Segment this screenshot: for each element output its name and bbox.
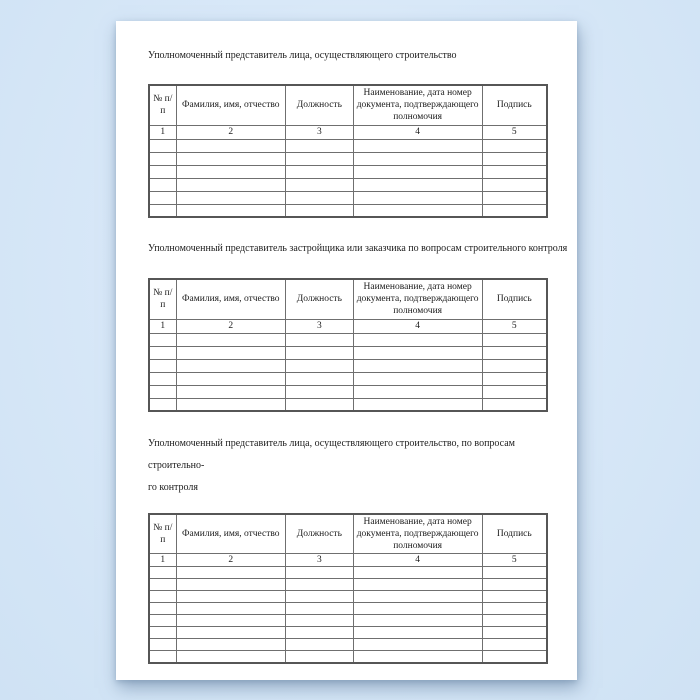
table-1-numbers-row	[149, 125, 547, 139]
empty-cell	[353, 651, 482, 663]
document-content	[116, 21, 577, 664]
empty-cell	[482, 152, 547, 165]
empty-cell	[149, 591, 176, 603]
col-number-cell: 1	[149, 554, 176, 567]
empty-cell	[482, 165, 547, 178]
empty-cell	[176, 398, 285, 411]
col-header-signature: Подпись	[482, 514, 547, 554]
col-number-cell: 3	[286, 125, 354, 139]
empty-cell	[286, 165, 354, 178]
col-header-document: Наименование, дата номер документа, подтверждающего полномочия	[353, 85, 482, 125]
empty-cell	[286, 567, 354, 579]
section-1-heading	[148, 50, 548, 62]
empty-cell	[482, 627, 547, 639]
empty-cell	[176, 359, 285, 372]
empty-cell	[286, 204, 354, 217]
empty-cell	[286, 372, 354, 385]
col-header-number: № п/п	[149, 279, 176, 319]
empty-cell	[353, 603, 482, 615]
empty-cell	[286, 591, 354, 603]
empty-cell	[353, 639, 482, 651]
col-number-cell: 2	[176, 319, 285, 333]
empty-cell	[482, 372, 547, 385]
empty-cell	[149, 139, 176, 152]
empty-cell	[482, 139, 547, 152]
empty-cell	[176, 591, 285, 603]
empty-cell	[149, 165, 176, 178]
col-number-cell: 4	[353, 319, 482, 333]
empty-cell	[286, 615, 354, 627]
empty-cell	[176, 165, 285, 178]
col-number-cell: 2	[176, 554, 285, 567]
empty-cell	[176, 651, 285, 663]
empty-row	[149, 178, 547, 191]
table-2-numbers-row	[149, 319, 547, 333]
empty-row	[149, 639, 547, 651]
empty-cell	[149, 372, 176, 385]
empty-row	[149, 333, 547, 346]
empty-cell	[353, 204, 482, 217]
empty-cell	[353, 346, 482, 359]
empty-cell	[149, 191, 176, 204]
empty-cell	[482, 359, 547, 372]
empty-row	[149, 191, 547, 204]
empty-cell	[353, 152, 482, 165]
empty-row	[149, 139, 547, 152]
empty-cell	[149, 385, 176, 398]
empty-cell	[353, 579, 482, 591]
empty-row	[149, 359, 547, 372]
section-3-heading-line-1: Уполномоченный представитель лица, осуществляющего строительство, по вопросам строительно-	[148, 438, 515, 471]
empty-cell	[482, 603, 547, 615]
empty-cell	[482, 615, 547, 627]
empty-cell	[482, 178, 547, 191]
empty-cell	[286, 152, 354, 165]
empty-row	[149, 651, 547, 663]
representatives-table-3	[148, 513, 548, 664]
empty-cell	[176, 615, 285, 627]
empty-row	[149, 567, 547, 579]
empty-cell	[149, 178, 176, 191]
empty-cell	[482, 579, 547, 591]
empty-row	[149, 204, 547, 217]
empty-cell	[176, 346, 285, 359]
empty-cell	[482, 191, 547, 204]
empty-row	[149, 603, 547, 615]
document-page	[116, 21, 577, 680]
col-header-signature: Подпись	[482, 85, 547, 125]
col-number-cell: 3	[286, 319, 354, 333]
empty-cell	[353, 359, 482, 372]
empty-cell	[176, 191, 285, 204]
empty-cell	[149, 627, 176, 639]
empty-cell	[286, 627, 354, 639]
empty-cell	[176, 639, 285, 651]
empty-cell	[176, 579, 285, 591]
empty-cell	[482, 346, 547, 359]
empty-cell	[353, 591, 482, 603]
col-header-name: Фамилия, имя, отчество	[176, 514, 285, 554]
empty-cell	[149, 346, 176, 359]
empty-cell	[482, 651, 547, 663]
section-3-heading-line-2: го контроля	[148, 482, 199, 493]
empty-cell	[482, 591, 547, 603]
empty-cell	[353, 191, 482, 204]
empty-cell	[176, 204, 285, 217]
empty-row	[149, 398, 547, 411]
empty-cell	[149, 603, 176, 615]
col-number-cell: 5	[482, 125, 547, 139]
empty-cell	[286, 651, 354, 663]
empty-cell	[149, 651, 176, 663]
col-number-cell: 5	[482, 554, 547, 567]
empty-cell	[286, 579, 354, 591]
col-number-cell: 4	[353, 125, 482, 139]
empty-cell	[286, 346, 354, 359]
empty-cell	[149, 579, 176, 591]
col-header-number: № п/п	[149, 514, 176, 554]
col-header-position: Должность	[286, 85, 354, 125]
col-header-name: Фамилия, имя, отчество	[176, 279, 285, 319]
empty-row	[149, 627, 547, 639]
section-2-heading	[148, 243, 568, 255]
empty-cell	[149, 398, 176, 411]
empty-cell	[176, 385, 285, 398]
empty-cell	[176, 178, 285, 191]
empty-cell	[149, 359, 176, 372]
empty-row	[149, 591, 547, 603]
empty-cell	[286, 359, 354, 372]
empty-cell	[353, 178, 482, 191]
col-header-number: № п/п	[149, 85, 176, 125]
empty-cell	[482, 333, 547, 346]
empty-cell	[353, 372, 482, 385]
empty-cell	[149, 615, 176, 627]
col-number-cell: 3	[286, 554, 354, 567]
empty-cell	[482, 567, 547, 579]
empty-cell	[353, 398, 482, 411]
empty-cell	[482, 398, 547, 411]
col-number-cell: 4	[353, 554, 482, 567]
empty-cell	[176, 627, 285, 639]
empty-row	[149, 615, 547, 627]
empty-cell	[176, 372, 285, 385]
col-number-cell: 2	[176, 125, 285, 139]
empty-cell	[149, 639, 176, 651]
section-3-heading	[148, 433, 548, 499]
empty-cell	[286, 385, 354, 398]
empty-row	[149, 152, 547, 165]
col-header-signature: Подпись	[482, 279, 547, 319]
col-number-cell: 1	[149, 319, 176, 333]
empty-cell	[482, 204, 547, 217]
empty-cell	[353, 627, 482, 639]
section-1-heading-line: Уполномоченный представитель лица, осуществляющего строительство	[148, 50, 457, 61]
empty-cell	[286, 178, 354, 191]
empty-row	[149, 165, 547, 178]
empty-cell	[176, 333, 285, 346]
col-header-document: Наименование, дата номер документа, подтверждающего полномочия	[353, 279, 482, 319]
empty-cell	[149, 333, 176, 346]
empty-cell	[286, 603, 354, 615]
empty-cell	[482, 385, 547, 398]
empty-cell	[353, 165, 482, 178]
empty-cell	[176, 152, 285, 165]
empty-cell	[176, 139, 285, 152]
empty-cell	[176, 567, 285, 579]
empty-row	[149, 346, 547, 359]
table-2-header-row	[149, 279, 547, 319]
empty-cell	[353, 385, 482, 398]
representatives-table-1	[148, 84, 548, 218]
representatives-table-2	[148, 278, 548, 412]
col-number-cell: 1	[149, 125, 176, 139]
empty-cell	[149, 567, 176, 579]
table-3-header-row	[149, 514, 547, 554]
empty-cell	[353, 333, 482, 346]
empty-cell	[286, 639, 354, 651]
col-header-position: Должность	[286, 279, 354, 319]
section-2-heading-line: Уполномоченный представитель застройщика или заказчика по вопросам строительного контроля	[148, 243, 568, 254]
empty-cell	[149, 152, 176, 165]
empty-cell	[353, 615, 482, 627]
empty-cell	[149, 204, 176, 217]
table-3-numbers-row	[149, 554, 547, 567]
empty-cell	[286, 398, 354, 411]
empty-row	[149, 385, 547, 398]
col-number-cell: 5	[482, 319, 547, 333]
empty-cell	[482, 639, 547, 651]
empty-cell	[286, 191, 354, 204]
empty-cell	[286, 333, 354, 346]
empty-cell	[286, 139, 354, 152]
empty-row	[149, 579, 547, 591]
empty-cell	[176, 603, 285, 615]
col-header-position: Должность	[286, 514, 354, 554]
empty-row	[149, 372, 547, 385]
table-1-header-row	[149, 85, 547, 125]
empty-cell	[353, 567, 482, 579]
empty-cell	[353, 139, 482, 152]
col-header-document: Наименование, дата номер документа, подтверждающего полномочия	[353, 514, 482, 554]
col-header-name: Фамилия, имя, отчество	[176, 85, 285, 125]
